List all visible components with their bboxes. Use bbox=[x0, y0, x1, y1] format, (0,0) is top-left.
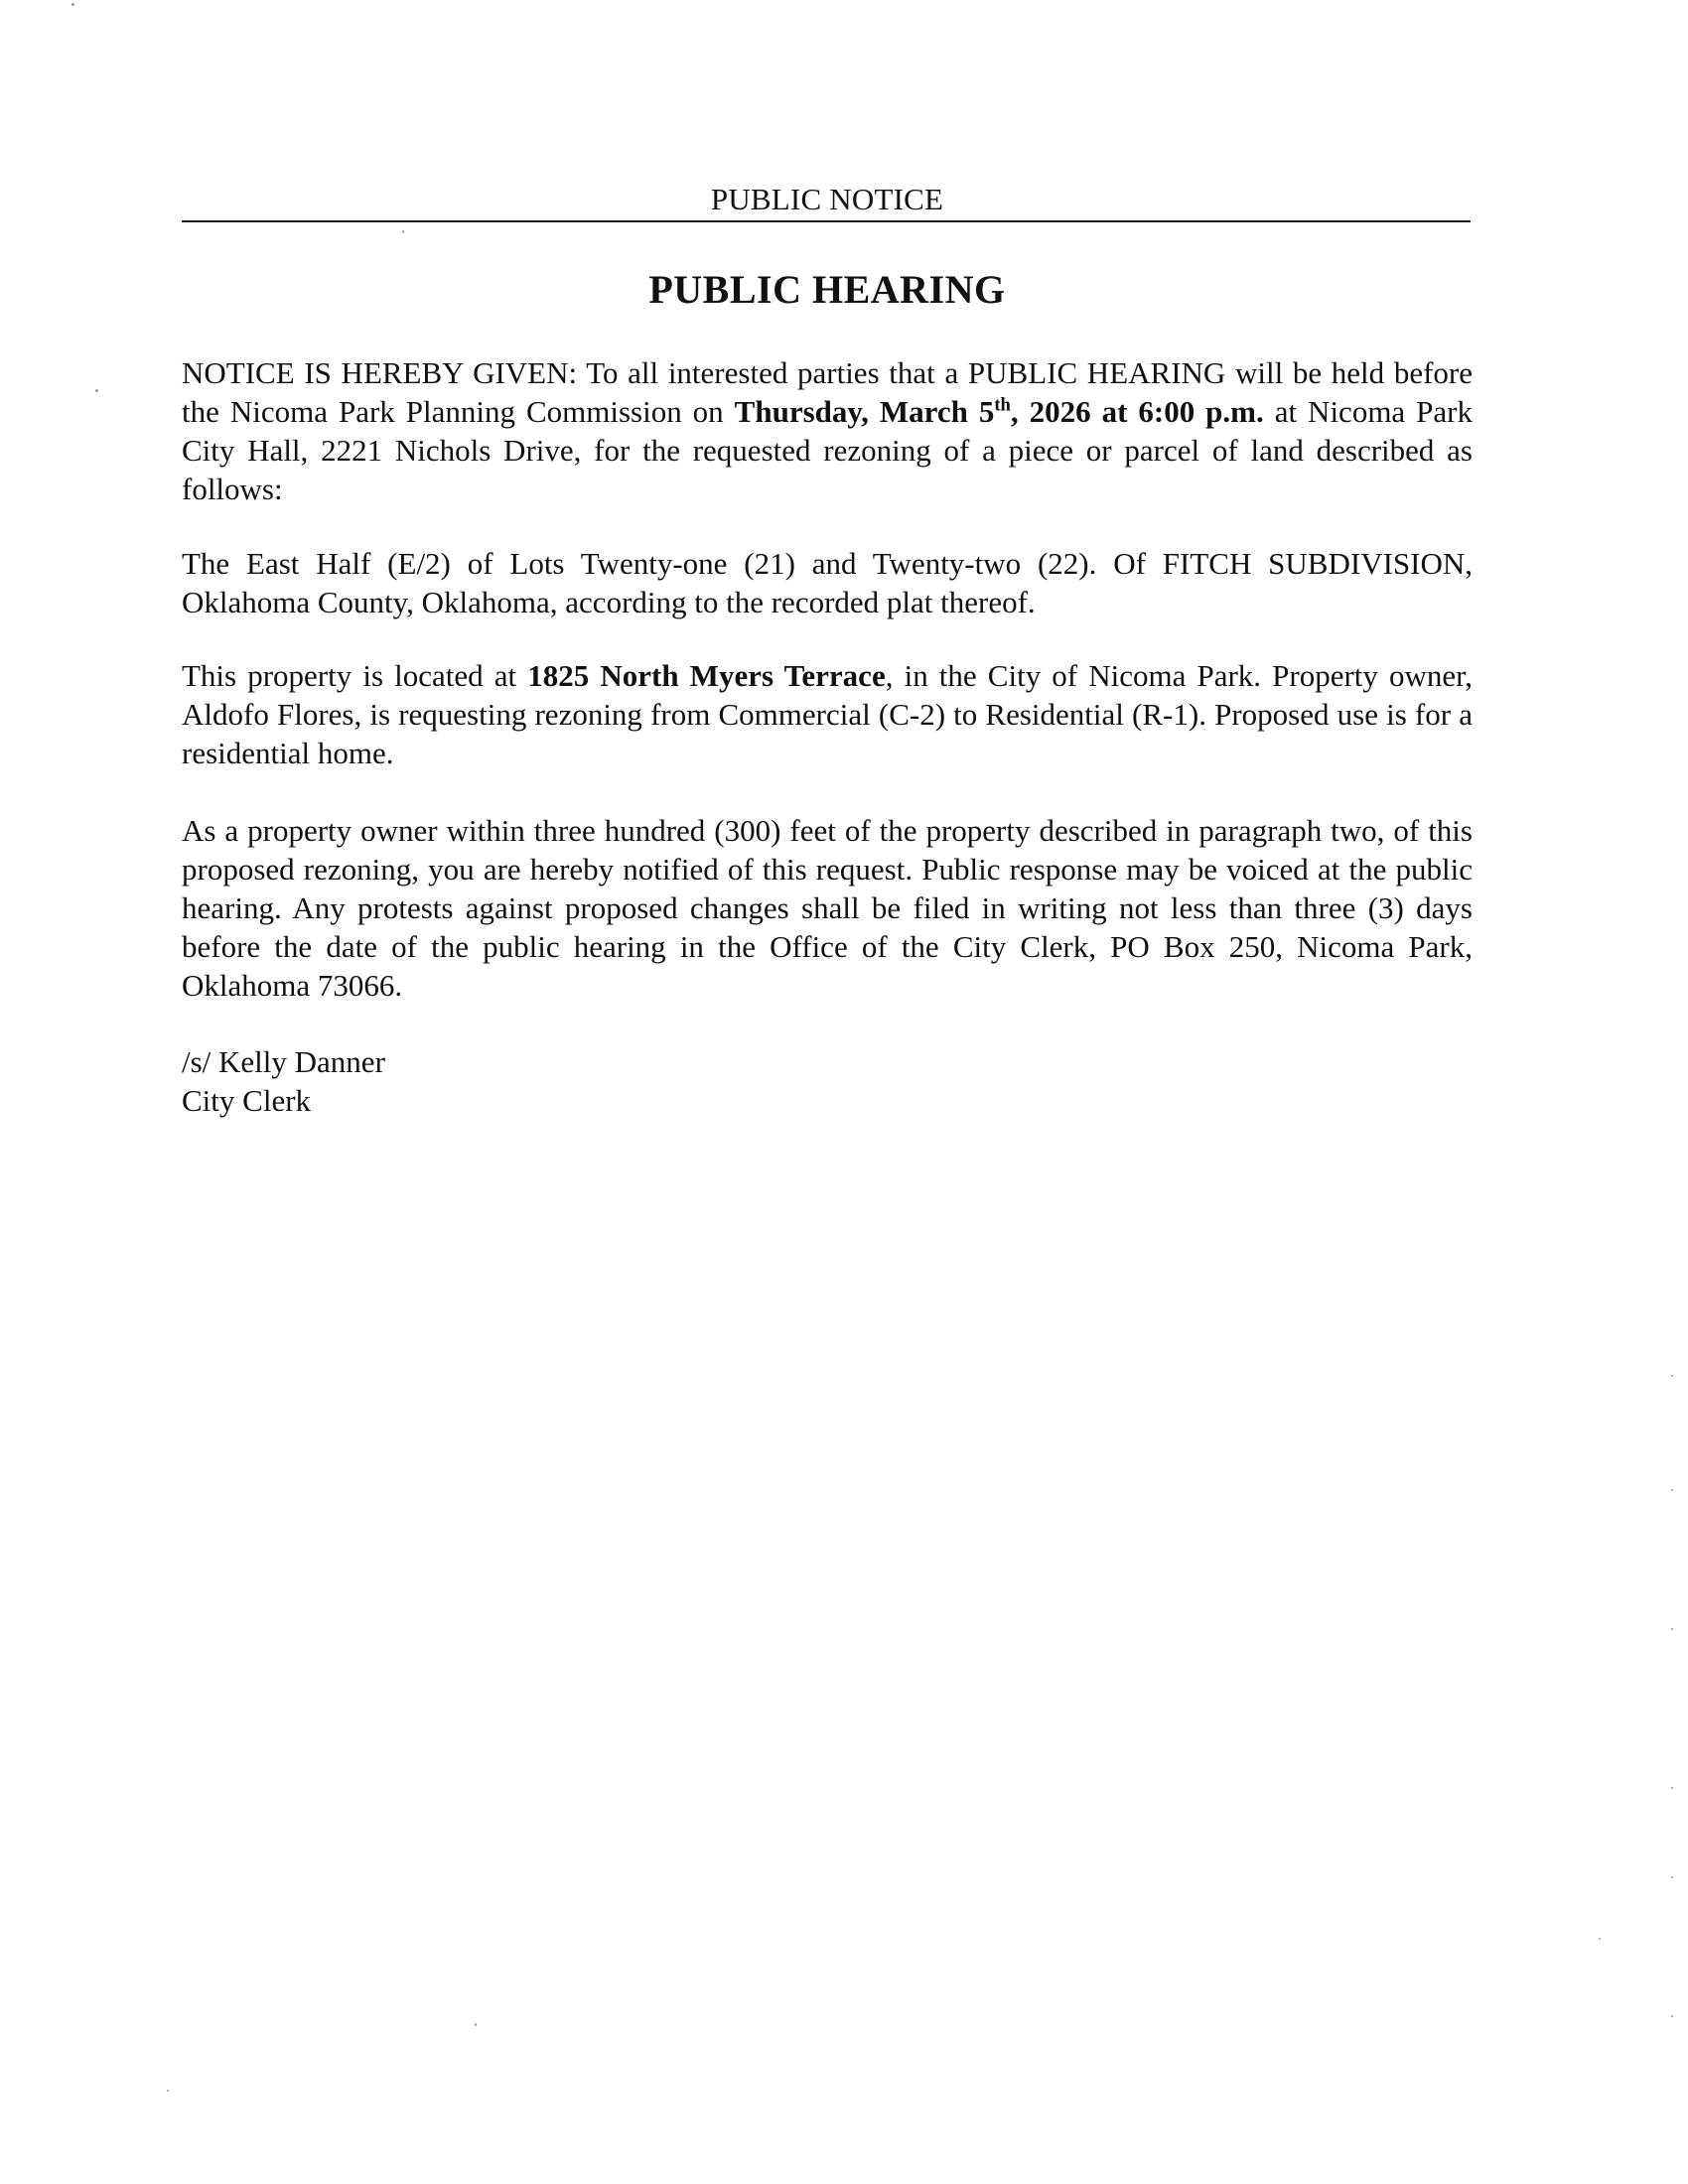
property-lead-text: This property is located at bbox=[182, 658, 528, 693]
header-divider bbox=[182, 220, 1471, 222]
scan-speck bbox=[475, 2023, 477, 2026]
notice-paragraph-hearing bbox=[182, 353, 1473, 508]
scan-speck bbox=[1671, 1375, 1673, 1377]
hearing-location-text: at Nicoma Park City Hall, 2221 Nichols Drive, for the requested rezoning of a piece or parcel of land described as follows: bbox=[182, 394, 1473, 506]
scan-speck bbox=[167, 2090, 169, 2092]
property-address: 1825 North Myers Terrace bbox=[527, 658, 886, 693]
property-details-text: , in the City of Nicoma Park. Property owner, Aldofo Flores, is requesting rezoning from Commercial (C-2) to Residential (R-1). Proposed use is for a residential home. bbox=[182, 658, 1474, 770]
signature-name: /s/ Kelly Danner bbox=[182, 1044, 385, 1079]
notice-paragraph-property bbox=[182, 656, 1473, 772]
notice-paragraph-protest: As a property owner within three hundred (300) feet of the property described in paragraph two, of this proposed rezoning, you are hereby notified of this request. Public response may be voiced at the public hearing. Any protests against proposed changes shall be filed in writing not less than three (3) days before the date of the public hearing in the Office of the City Clerk, PO Box 250, Nicoma Park, Oklahoma 73066. bbox=[182, 813, 1473, 1003]
hearing-date-ordinal: th bbox=[994, 394, 1011, 416]
scan-speck bbox=[1671, 1876, 1673, 1878]
signature-title: City Clerk bbox=[182, 1083, 312, 1118]
scan-speck bbox=[1671, 2015, 1673, 2017]
scan-speck bbox=[1599, 1938, 1601, 1940]
hearing-date-suffix: , 2026 at 6:00 p.m. bbox=[1010, 394, 1264, 429]
hearing-date-prefix: Thursday, March 5 bbox=[734, 394, 995, 429]
scan-speck bbox=[71, 3, 74, 6]
scan-speck bbox=[1671, 1787, 1673, 1789]
notice-paragraph-legal-description: The East Half (E/2) of Lots Twenty-one (21) and Twenty-two (22). Of FITCH SUBDIVISION, Oklahoma County, Oklahoma, according to the recorded plat thereof. bbox=[182, 546, 1473, 619]
scan-speck bbox=[1671, 1489, 1673, 1491]
scan-speck bbox=[1671, 1628, 1673, 1630]
hearing-lead-text: NOTICE IS HEREBY GIVEN: To all interested parties that a PUBLIC HEARING will be held before the Nicoma Park Planning Commission on bbox=[182, 355, 1473, 429]
signature-block bbox=[182, 1042, 1473, 1120]
scan-speck bbox=[402, 230, 404, 233]
page-title: PUBLIC HEARING bbox=[648, 267, 1006, 312]
scan-speck bbox=[95, 389, 98, 392]
notice-header-label: PUBLIC NOTICE bbox=[710, 182, 944, 216]
